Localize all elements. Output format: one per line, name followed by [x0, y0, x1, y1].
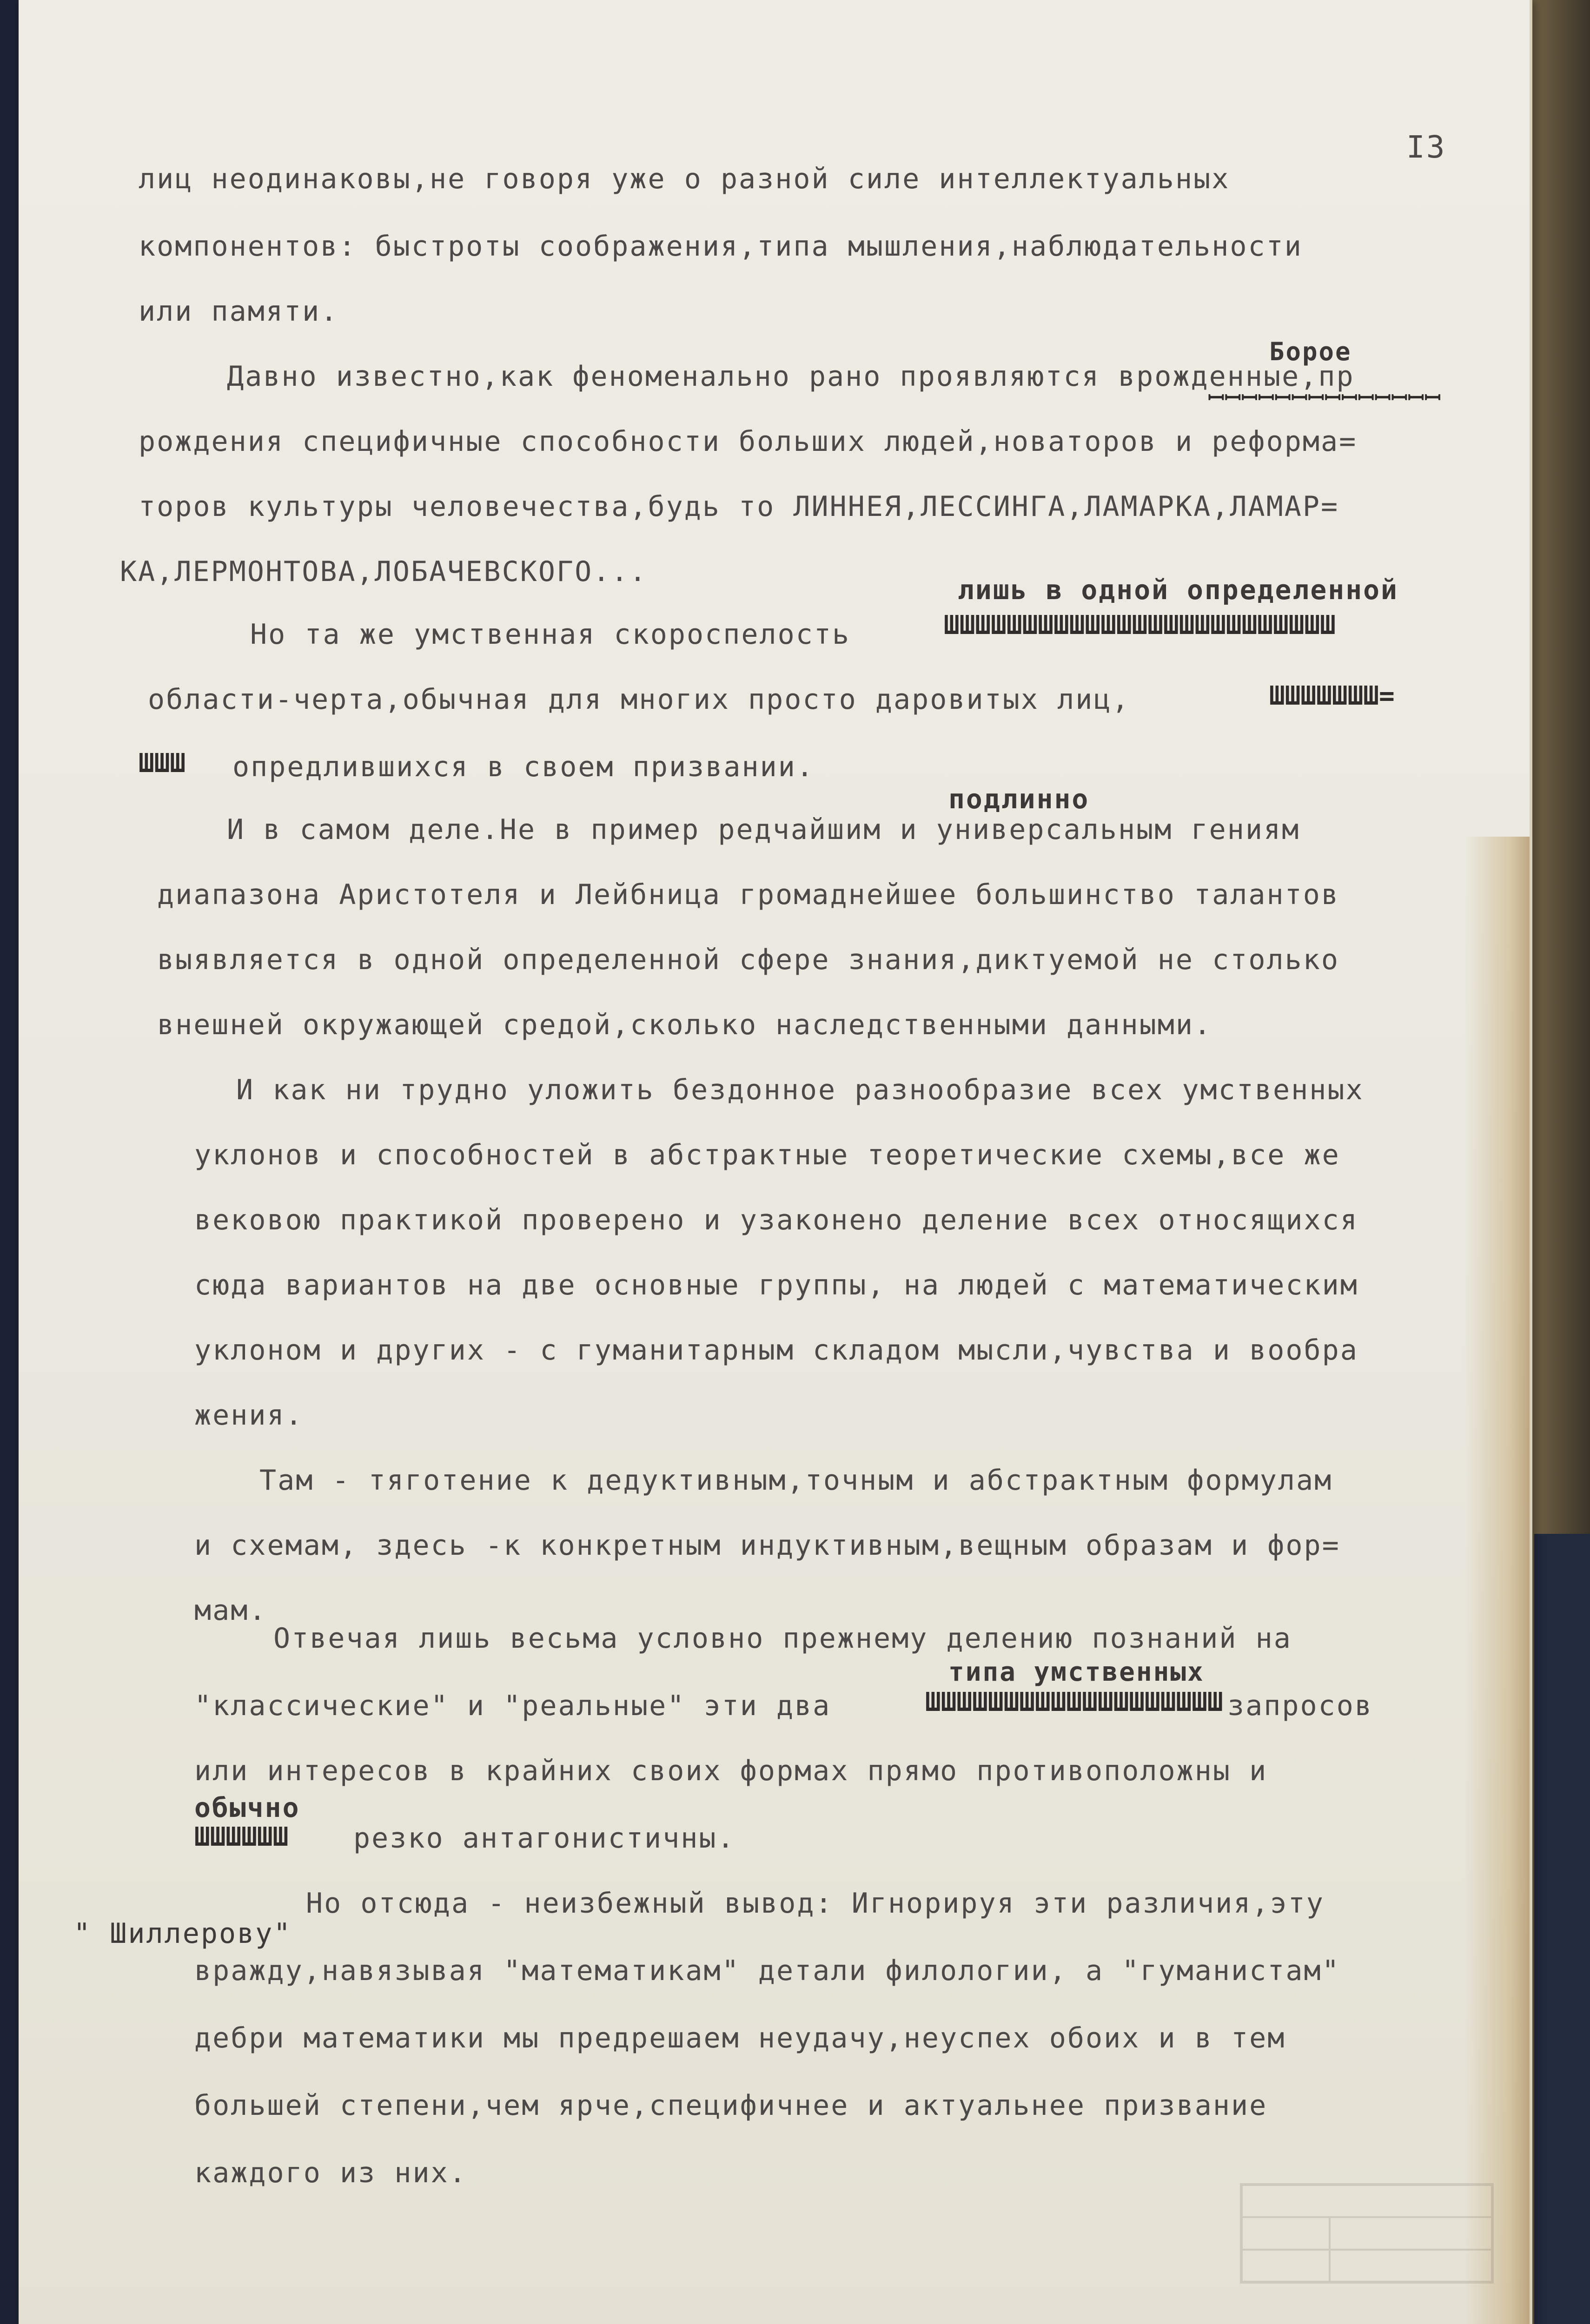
- strikeout-mark: ꟷꟷꟷꟷꟷꟷꟷꟷꟷꟷꟷꟷꟷꟷ: [1208, 386, 1441, 410]
- text-line-11: И в самом деле.Не в пример редчайшим и универсальным гениям: [227, 813, 1300, 846]
- text-line-32: каждого из них.: [194, 2157, 467, 2189]
- text-line-24: Отвечая лишь весьма условно прежнему делению познаний на: [273, 1622, 1292, 1655]
- insertion-obychno: обычно: [194, 1792, 300, 1823]
- strikeout-line-27: ШШШШШШ: [194, 1822, 289, 1852]
- text-line-18: сюда вариантов на две основные группы, на людей с математическим: [194, 1269, 1358, 1301]
- insertion-line-25: типа умственных: [948, 1657, 1205, 1687]
- text-line-1: лиц неодинаковы,не говоря уже о разной силе интеллектуальных: [139, 163, 1230, 195]
- text-line-12: диапазона Аристотеля и Лейбница громаднейшее большинство талантов: [157, 878, 1339, 911]
- text-line-28: Но отсюда - неизбежный вывод: Игнорируя эти различия,эту: [306, 1887, 1325, 1920]
- text-line-21: Там - тяготение к дедуктивным,точным и абстрактным формулам: [259, 1464, 1333, 1497]
- strikeout-line-8: ШШШШШШШШШШШШШШШШШШШШШШШШШ: [944, 610, 1336, 640]
- text-line-25a: "классические" и "реальные" эти два: [194, 1690, 831, 1722]
- text-line-6: торов культуры человечества,будь то ЛИННЕЯ,ЛЕССИНГА,ЛАМАРКА,ЛАМАР=: [139, 490, 1339, 523]
- text-line-13: выявляется в одной определенной сфере знания,диктуемой не столько: [157, 944, 1339, 976]
- text-line-2: компонентов: быстроты соображения,типа мышления,наблюдательности: [139, 230, 1303, 263]
- typewritten-page: [19, 0, 1532, 2324]
- text-line-10: опредлившихся в своем призвании.: [232, 751, 815, 783]
- text-line-31: большей степени,чем ярче,специфичнее и актуальнее призвание: [194, 2089, 1268, 2122]
- folder-shadow: [1534, 1534, 1590, 2324]
- insertion-line-8: лишь в одной определенной: [958, 574, 1398, 606]
- page-number: I3: [1406, 129, 1446, 165]
- text-line-20: жения.: [194, 1399, 304, 1432]
- text-line-22: и схемам, здесь -к конкретным индуктивным,вещным образам и фор=: [194, 1529, 1340, 1562]
- text-line-16: уклонов и способностей в абстрактные теоретические схемы,все же: [194, 1139, 1340, 1171]
- text-line-19: уклоном и других - с гуманитарным складом мысли,чувства и вообра: [194, 1334, 1358, 1367]
- text-line-26: или интересов в крайних своих формах прямо противоположны и: [194, 1755, 1268, 1787]
- paper-wear-right: [1464, 837, 1530, 2324]
- text-line-15: И как ни трудно уложить бездонное разнообразие всех умственных: [236, 1074, 1364, 1106]
- text-line-30: дебри математики мы предрешаем неудачу,неуспех обоих и в тем: [194, 2022, 1286, 2054]
- text-line-7: КА,ЛЕРМОНТОВА,ЛОБАЧЕВСКОГО...: [120, 555, 648, 588]
- text-line-29: вражду,навязывая "математикам" детали филологии, а "гуманистам": [194, 1954, 1340, 1987]
- faded-stamp: [1237, 2180, 1497, 2287]
- text-line-9: области-черта,обычная для многих просто даровитых лиц,: [148, 683, 1130, 716]
- text-line-8: Но та же умственная скороспелость: [250, 618, 851, 651]
- strikeout-line-9: ШШШШШШШ=: [1269, 681, 1395, 711]
- text-line-5: рождения специфичные способности больших людей,новаторов и реформа=: [139, 425, 1358, 458]
- text-line-4: Давно известно,как феноменально рано проявляются врожденные,пр: [227, 360, 1355, 393]
- text-line-14: внешней окружающей средой,сколько наследственными данными.: [157, 1009, 1212, 1041]
- insertion-borov: Борое: [1269, 337, 1352, 366]
- text-line-27: резко антагонистичны.: [353, 1822, 735, 1855]
- text-line-25b: запросов: [1227, 1690, 1373, 1722]
- margin-note: " Шиллерову": [73, 1917, 292, 1950]
- text-line-23: мам.: [194, 1594, 267, 1627]
- text-line-3: или памяти.: [139, 295, 339, 328]
- strikeout-line-10: ШШШ: [139, 748, 186, 779]
- insertion-podlinno: подлинно: [948, 783, 1090, 815]
- text-line-17: вековою практикой проверено и узаконено деление всех относящихся: [194, 1204, 1358, 1236]
- strikeout-line-25: ШШШШШШШШШШШШШШШШШШШ: [925, 1687, 1223, 1717]
